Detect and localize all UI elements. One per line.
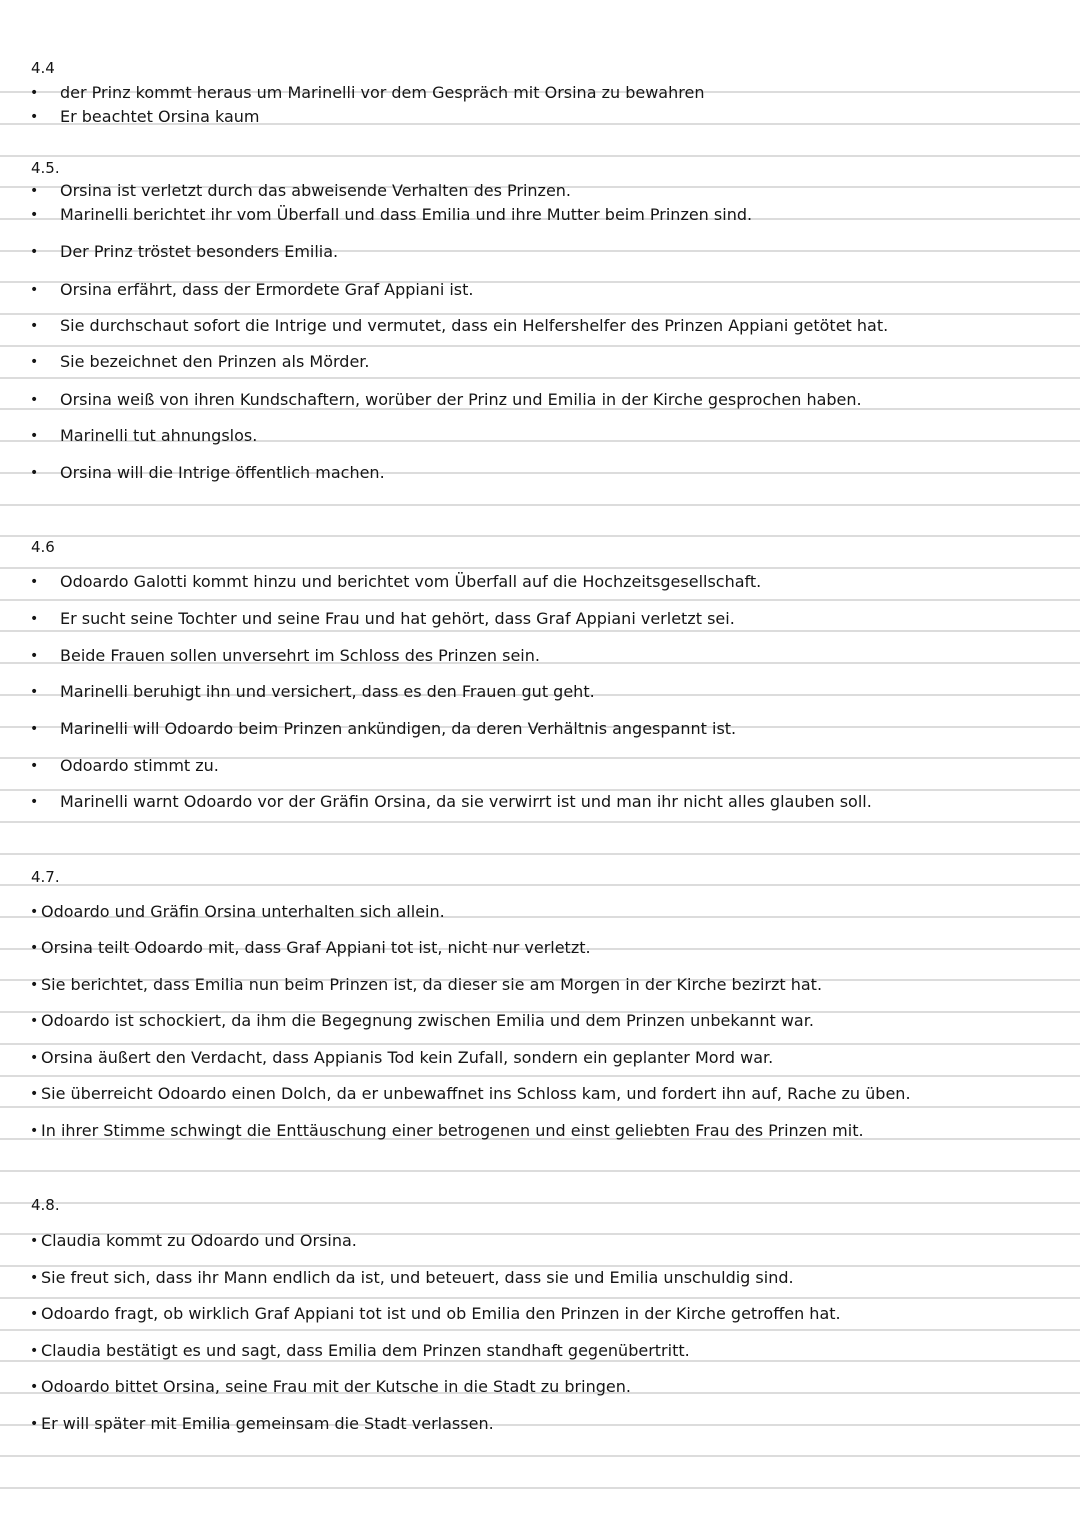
list-item-text: Claudia kommt zu Odoardo und Orsina. xyxy=(41,1231,357,1250)
bullet-icon: • xyxy=(30,721,39,737)
ruled-line xyxy=(0,535,1080,537)
list-item-text: Sie durchschaut sofort die Intrige und vermutet, dass ein Helfershelfer des Prinzen Appiani getötet hat. xyxy=(60,316,889,335)
bullet-icon: • xyxy=(30,428,39,444)
bullet-icon: • xyxy=(30,1233,39,1249)
list-item-text: Sie berichtet, dass Emilia nun beim Prinzen ist, da dieser sie am Morgen in der Kirche bezirzt hat. xyxy=(41,975,823,994)
bullet-icon: • xyxy=(30,1050,39,1066)
list-item-text: Orsina erfährt, dass der Ermordete Graf Appiani ist. xyxy=(60,280,474,299)
list-item-text: Orsina will die Intrige öffentlich machen. xyxy=(60,463,385,482)
ruled-line xyxy=(0,853,1080,855)
ruled-line xyxy=(0,1455,1080,1457)
list-item-text: Marinelli warnt Odoardo vor der Gräfin Orsina, da sie verwirrt ist und man ihr nicht alles glauben soll. xyxy=(60,792,872,811)
bullet-icon: • xyxy=(30,183,39,199)
ruled-line xyxy=(0,821,1080,823)
list-item-text: Er sucht seine Tochter und seine Frau und hat gehört, dass Graf Appiani verletzt sei. xyxy=(60,609,735,628)
bullet-icon: • xyxy=(30,794,39,810)
ruled-line xyxy=(0,1297,1080,1299)
bullet-icon: • xyxy=(30,1013,39,1029)
ruled-line xyxy=(0,1075,1080,1077)
section-heading: 4.5. xyxy=(31,159,60,177)
list-item-text: Marinelli will Odoardo beim Prinzen ankündigen, da deren Verhältnis angespannt ist. xyxy=(60,719,737,738)
list-item-text: Claudia bestätigt es und sagt, dass Emilia dem Prinzen standhaft gegenübertritt. xyxy=(41,1341,690,1360)
list-item-text: Marinelli berichtet ihr vom Überfall und dass Emilia und ihre Mutter beim Prinzen sind. xyxy=(60,205,753,224)
list-item-text: Er beachtet Orsina kaum xyxy=(60,107,260,126)
list-item-text: Odoardo fragt, ob wirklich Graf Appiani tot ist und ob Emilia den Prinzen in der Kirche getroffen hat. xyxy=(41,1304,841,1323)
bullet-icon: • xyxy=(30,207,39,223)
list-item-text: Sie freut sich, dass ihr Mann endlich da ist, und beteuert, dass sie und Emilia unschuldig sind. xyxy=(41,1268,794,1287)
ruled-line xyxy=(0,630,1080,632)
bullet-icon: • xyxy=(30,1270,39,1286)
section-heading: 4.8. xyxy=(31,1196,60,1214)
list-item-text: Der Prinz tröstet besonders Emilia. xyxy=(60,242,339,261)
bullet-icon: • xyxy=(30,1306,39,1322)
ruled-line xyxy=(0,884,1080,886)
ruled-line xyxy=(0,567,1080,569)
bullet-icon: • xyxy=(30,648,39,664)
list-item-text: Er will später mit Emilia gemeinsam die Stadt verlassen. xyxy=(41,1414,494,1433)
ruled-line xyxy=(0,599,1080,601)
bullet-icon: • xyxy=(30,109,39,125)
list-item-text: Odoardo stimmt zu. xyxy=(60,756,219,775)
bullet-icon: • xyxy=(30,1123,39,1139)
bullet-icon: • xyxy=(30,354,39,370)
list-item-text: Marinelli tut ahnungslos. xyxy=(60,426,258,445)
ruled-line xyxy=(0,1170,1080,1172)
bullet-icon: • xyxy=(30,1343,39,1359)
bullet-icon: • xyxy=(30,977,39,993)
bullet-icon: • xyxy=(30,940,39,956)
ruled-line xyxy=(0,1202,1080,1204)
bullet-icon: • xyxy=(30,1379,39,1395)
list-item-text: Orsina äußert den Verdacht, dass Appianis Tod kein Zufall, sondern ein geplanter Mord war. xyxy=(41,1048,774,1067)
list-item-text: Orsina weiß von ihren Kundschaftern, worüber der Prinz und Emilia in der Kirche gesprochen haben. xyxy=(60,390,862,409)
ruled-line xyxy=(0,377,1080,379)
list-item-text: Beide Frauen sollen unversehrt im Schloss des Prinzen sein. xyxy=(60,646,540,665)
list-item-text: Orsina teilt Odoardo mit, dass Graf Appiani tot ist, nicht nur verletzt. xyxy=(41,938,591,957)
section-heading: 4.6 xyxy=(31,538,55,556)
list-item-text: In ihrer Stimme schwingt die Enttäuschung einer betrogenen und einst geliebten Frau des Prinzen mit. xyxy=(41,1121,864,1140)
list-item-text: Odoardo Galotti kommt hinzu und berichtet vom Überfall auf die Hochzeitsgesellschaft. xyxy=(60,572,762,591)
bullet-icon: • xyxy=(30,85,39,101)
ruled-line xyxy=(0,155,1080,157)
list-item-text: Odoardo bittet Orsina, seine Frau mit der Kutsche in die Stadt zu bringen. xyxy=(41,1377,631,1396)
list-item-text: Marinelli beruhigt ihn und versichert, dass es den Frauen gut geht. xyxy=(60,682,595,701)
bullet-icon: • xyxy=(30,282,39,298)
bullet-icon: • xyxy=(30,574,39,590)
list-item-text: Odoardo und Gräfin Orsina unterhalten sich allein. xyxy=(41,902,445,921)
bullet-icon: • xyxy=(30,904,39,920)
bullet-icon: • xyxy=(30,465,39,481)
ruled-line xyxy=(0,1106,1080,1108)
list-item-text: Sie überreicht Odoardo einen Dolch, da er unbewaffnet ins Schloss kam, und fordert ihn auf, Rache zu üben. xyxy=(41,1084,911,1103)
list-item-text: Sie bezeichnet den Prinzen als Mörder. xyxy=(60,352,370,371)
ruled-line xyxy=(0,1487,1080,1489)
list-item-text: der Prinz kommt heraus um Marinelli vor dem Gespräch mit Orsina zu bewahren xyxy=(60,83,705,102)
bullet-icon: • xyxy=(30,1086,39,1102)
bullet-icon: • xyxy=(30,1416,39,1432)
bullet-icon: • xyxy=(30,318,39,334)
bullet-icon: • xyxy=(30,684,39,700)
list-item-text: Odoardo ist schockiert, da ihm die Begegnung zwischen Emilia und dem Prinzen unbekannt war. xyxy=(41,1011,814,1030)
section-heading: 4.4 xyxy=(31,59,55,77)
ruled-line xyxy=(0,504,1080,506)
ruled-line xyxy=(0,1043,1080,1045)
section-heading: 4.7. xyxy=(31,868,60,886)
list-item-text: Orsina ist verletzt durch das abweisende Verhalten des Prinzen. xyxy=(60,181,572,200)
ruled-line xyxy=(0,345,1080,347)
ruled-line xyxy=(0,1329,1080,1331)
bullet-icon: • xyxy=(30,244,39,260)
bullet-icon: • xyxy=(30,392,39,408)
bullet-icon: • xyxy=(30,758,39,774)
bullet-icon: • xyxy=(30,611,39,627)
